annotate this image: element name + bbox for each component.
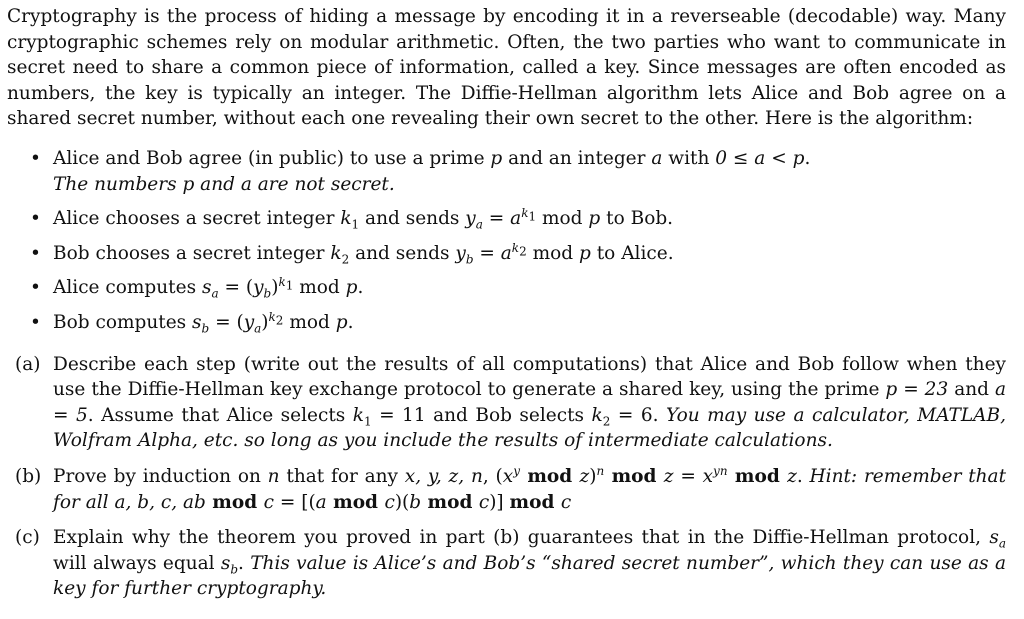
part-text: Describe each step (write out the results of all computations) that Alice and Bob follow when they use the Diffie-Hellman key exchange protocol to generate a shared key, using the prime — [53, 353, 1006, 401]
step-alice-sends — [7, 206, 1006, 232]
math-sub: 2 — [602, 414, 611, 429]
part-label: (c) — [15, 527, 40, 549]
math-var: y — [243, 311, 255, 333]
math-sub: a — [254, 321, 262, 336]
math-sub: b — [465, 252, 474, 267]
math-var: a — [315, 491, 327, 513]
part-text: will always equal — [53, 552, 221, 574]
math-sub: 2 — [519, 243, 527, 258]
math-var: x — [702, 465, 714, 487]
part-label: (b) — [15, 465, 42, 487]
math-exp: k — [268, 309, 276, 324]
math-exp: yn — [713, 463, 728, 478]
step-text: Bob chooses a secret integer — [53, 242, 331, 264]
step-bob-computes — [7, 310, 1006, 336]
part-text: . — [238, 552, 251, 574]
math-mod: mod — [727, 465, 788, 487]
math-expr: a = 5 — [53, 379, 1006, 426]
math-mod: mod — [205, 491, 264, 513]
math-op: ) — [271, 277, 279, 299]
math-op: ) — [589, 465, 597, 487]
math-expr: = 11 — [371, 404, 426, 426]
part-text: Prove by induction on — [53, 465, 268, 487]
math-mod: mod — [326, 491, 385, 513]
math-op: = ( — [218, 277, 254, 299]
math-var: p — [345, 277, 358, 299]
math-var: y — [253, 277, 264, 299]
math-op: mod — [536, 208, 589, 230]
step-text: Bob computes — [53, 311, 193, 333]
step-alice-computes — [7, 275, 1006, 301]
math-exp: k — [521, 206, 529, 220]
math-var: z — [579, 465, 590, 487]
math-var: k — [330, 242, 342, 264]
part-text: and — [948, 379, 995, 401]
math-var: n — [267, 465, 280, 487]
math-inequality: 0 ≤ a < p — [715, 147, 805, 169]
math-sub: b — [201, 321, 210, 336]
part-text: and Bob selects — [425, 404, 592, 426]
math-op: ) — [261, 311, 269, 333]
math-var: x — [502, 465, 514, 487]
step-text: and sends — [349, 242, 456, 264]
math-var: s — [201, 277, 212, 299]
math-var: p — [490, 147, 503, 169]
math-mod: mod — [421, 491, 479, 513]
math-var: k — [340, 208, 352, 230]
math-expr: p = 23 — [885, 379, 949, 401]
algorithm-steps — [7, 146, 1006, 336]
math-var: z — [663, 465, 674, 487]
part-hint: You may use a calculator, MATLAB, Wolfram Alpha, etc. so long as you include the results of intermediate calculations. — [53, 404, 1007, 452]
math-var: s — [192, 311, 202, 333]
math-var: c — [560, 491, 572, 513]
step-agree — [7, 146, 1006, 197]
math-var: a — [500, 242, 512, 264]
math-var: s — [220, 552, 231, 574]
step-text: to Bob. — [600, 208, 674, 230]
step-text: . — [804, 147, 811, 169]
part-text: Explain why the theorem you proved in part (b) guarantees that in the Diffie-Hellman protocol, — [53, 527, 990, 549]
math-var: y — [465, 208, 476, 230]
math-sub: a — [475, 217, 483, 232]
math-sub: 1 — [363, 414, 372, 429]
math-expr: ab — [182, 491, 206, 513]
math-var: z — [787, 465, 797, 487]
math-op: = [( — [273, 491, 316, 513]
math-var: k — [591, 404, 603, 426]
math-sub: 1 — [285, 278, 294, 293]
part-label: (a) — [15, 353, 41, 375]
math-var: c — [384, 491, 395, 513]
math-sub: a — [211, 287, 219, 302]
math-expr: a, b, c — [114, 491, 172, 513]
step-text: Alice computes — [53, 277, 202, 299]
math-var: p — [335, 311, 348, 333]
math-var: k — [352, 404, 364, 426]
step-text: . — [357, 277, 364, 299]
math-exp: n — [596, 463, 605, 478]
part-hint: , — [171, 491, 183, 513]
step-text: Alice chooses a secret integer — [53, 208, 341, 230]
math-var: s — [989, 527, 999, 549]
part-note: This value is Alice’s and Bob’s “shared secret number”, which they can use as a key for further cryptography. — [53, 552, 1006, 600]
part-text: . — [652, 404, 666, 426]
math-op: = ( — [209, 311, 244, 333]
part-c — [7, 525, 1006, 602]
math-expr: x, y, z, n — [404, 465, 483, 487]
step-bob-sends — [7, 241, 1006, 267]
question-parts — [7, 352, 1006, 602]
math-op: , ( — [482, 465, 503, 487]
math-mod: mod — [519, 465, 580, 487]
part-a — [7, 352, 1006, 454]
math-op: = — [473, 242, 501, 264]
step-text: with — [662, 147, 716, 169]
step-text: . — [347, 311, 354, 333]
math-var: p — [579, 242, 591, 264]
math-exp: k — [511, 240, 520, 255]
step-text: and sends — [359, 208, 466, 230]
step-text: and an integer — [502, 147, 652, 169]
step-note: The numbers p and a are not secret. — [53, 173, 395, 195]
math-expr: = 6 — [610, 404, 653, 426]
math-op: = — [482, 208, 511, 230]
intro-paragraph: Cryptography is the process of hiding a message by encoding it in a reverseable (decodable) way. Many cryptographic schemes rely on modular arithmetic. Often, the two parties who want to communicate in secret need to share a common piece of information, called a key. Since messages are often encoded as numbers, the key is typically an integer. The Diffie-Hellman algorithm lets Alice and Bob agree on a shared secret number, without each one revealing their own secret to the other. Here is the algorithm: — [7, 6, 1006, 130]
math-exp: y — [513, 463, 520, 478]
step-text: Alice and Bob agree (in public) to use a prime — [53, 147, 491, 169]
math-mod: mod — [604, 465, 664, 487]
math-op: )] — [489, 491, 510, 513]
math-mod: mod — [509, 491, 561, 513]
math-sub: 1 — [351, 217, 360, 232]
math-sub: 2 — [275, 313, 284, 328]
math-sub: b — [263, 287, 272, 302]
part-hint: Hint: remember that for all — [53, 465, 1007, 513]
math-sub: 2 — [341, 252, 350, 267]
math-var: p — [588, 208, 601, 230]
math-op: = — [673, 465, 703, 487]
math-sub: a — [998, 536, 1006, 551]
math-sub: 1 — [528, 209, 537, 224]
part-text: . — [796, 465, 810, 487]
step-text: to Alice. — [590, 242, 674, 264]
math-exp: k — [278, 275, 286, 290]
math-op: mod — [283, 311, 336, 333]
math-var: a — [651, 147, 663, 169]
part-text: . Assume that Alice selects — [87, 404, 353, 426]
math-var: a — [510, 208, 522, 230]
math-sub: b — [230, 562, 239, 577]
part-b — [7, 464, 1006, 515]
math-var: y — [455, 242, 466, 264]
math-op: mod — [526, 242, 580, 264]
math-var: b — [409, 491, 422, 513]
math-var: c — [478, 491, 490, 513]
math-var: c — [263, 491, 274, 513]
math-op: mod — [293, 277, 346, 299]
part-text: that for any — [279, 465, 405, 487]
math-op: )( — [394, 491, 410, 513]
